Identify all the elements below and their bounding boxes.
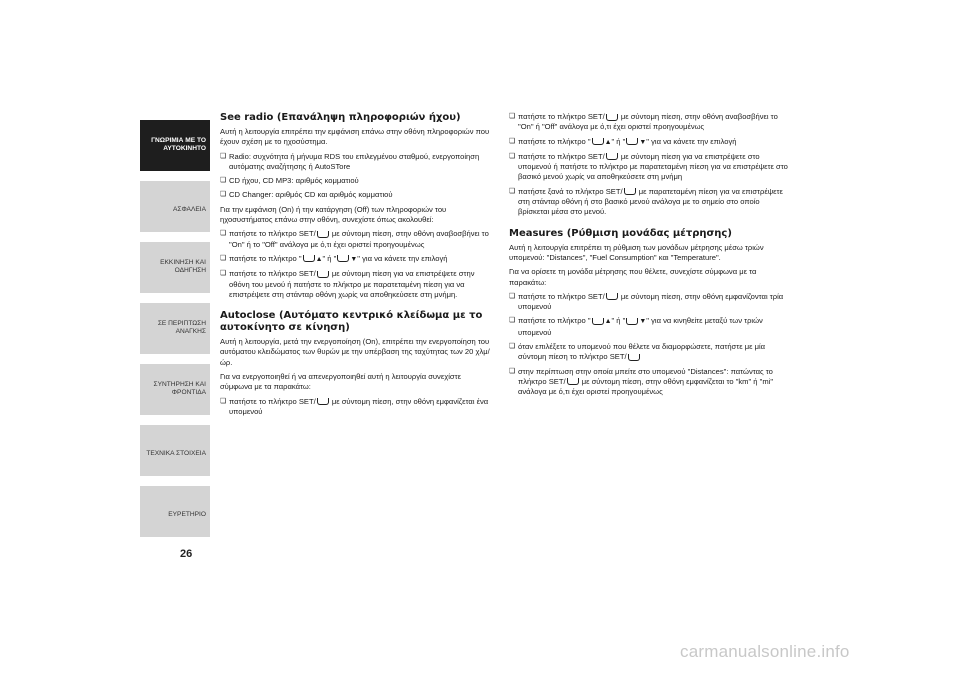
bullet-item: ❏ πατήστε το πλήκτρο " ▲" ή " ▼" για να κάνετε την επιλογή	[509, 137, 791, 148]
tab-label: ΑΣΦΑΛΕΙΑ	[173, 206, 206, 213]
bullet-item: ❏ πατήστε το πλήκτρο SET/ με σύντομη πίεση, στην οθόνη αναβοσβήνει το "On" ή το "Off" ανάλογα με ό,τι έχει οριστεί προηγουμένως	[220, 229, 492, 250]
paragraph: Για να ενεργοποιηθεί ή να απενεργοποιηθεί αυτή η λειτουργία συνεχίστε σύμφωνα με τα παρακάτω:	[220, 372, 461, 392]
bullet-item: ❏ πατήστε το πλήκτρο SET/ με σύντομη πίεση, στην οθόνη εμφανίζονται τρία υπομενού	[509, 292, 791, 313]
tab-safety[interactable]	[140, 181, 210, 237]
enter-return-icon	[317, 398, 329, 405]
paragraph: Αυτή η λειτουργία επιτρέπει τη ρύθμιση των μονάδων μέτρησης μέσω τριών υπομενού: "Distances", "Fuel Consumption" και "Temperature".	[509, 242, 764, 262]
tab-label: ΓΝΩΡΙΜΙΑ ΜΕ ΤΟ ΑΥΤΟΚΙΝΗΤΟ	[151, 137, 206, 152]
bullet-item: ❏ CD ήχου, CD MP3: αριθμός κομματιού	[220, 176, 492, 186]
enter-return-icon	[337, 255, 349, 262]
right-column	[509, 112, 791, 402]
bullet-item: ❏ στην περίπτωση στην οποία μπείτε στο υπομενού "Distances": πατώντας το πλήκτρο SET/ με σύντομη πίεση, στην οθόνη εμφανίζεται το "km" ή "mi" ανάλογα με ό,τι έχει οριστεί προηγουμένως	[509, 367, 791, 398]
enter-return-icon	[317, 271, 329, 278]
watermark: carmanualsonline.info	[680, 642, 850, 661]
bullet-item: ❏ πατήστε το πλήκτρο SET/ με σύντομη πίεση για να επιστρέψετε στο υπομενού ή πατήστε το πλήκτρο με παρατεταμένη πίεση για να επιστρέψετε στο βασικό μενού χωρίς να αποθηκεύσετε στη μνήμη	[509, 152, 791, 183]
bullet-item: ❏ πατήστε ξανά το πλήκτρο SET/ με παρατεταμένη πίεση για να επιστρέψετε στη στάνταρ οθόνη ή στο βασικό μενού ανάλογα με το σημείο στο οποίο βρίσκεται μέσα στο μενού.	[509, 187, 791, 218]
tab-label: ΤΕΧΝΙΚΑ ΣΤΟΙΧΕΙΑ	[146, 450, 206, 457]
tab-maintenance[interactable]	[140, 364, 210, 420]
down-arrow-icon: ▼	[639, 138, 647, 146]
section-heading-see-radio: See radio (Επανάληψη πληροφοριών ήχου)	[220, 112, 461, 123]
tab-starting-driving[interactable]	[140, 242, 210, 298]
left-column	[220, 112, 492, 421]
enter-return-icon	[606, 114, 618, 121]
down-arrow-icon: ▼	[639, 318, 647, 326]
section-heading-autoclose: Autoclose (Αυτόματο κεντρικό κλείδωμα με το αυτοκίνητο σε κίνηση)	[220, 310, 483, 334]
enter-return-icon	[626, 318, 638, 325]
bullet-item: ❏ πατήστε το πλήκτρο " ▲" ή " ▼" για να κινηθείτε μεταξύ των τριών υπομενού	[509, 316, 791, 338]
enter-return-icon	[592, 318, 604, 325]
chapter-tabs	[140, 120, 210, 542]
tab-emergency[interactable]	[140, 303, 210, 359]
bullet-item: ❏ Radio: συχνότητα ή μήνυμα RDS του επιλεγμένου σταθμού, ενεργοποίηση αυτόματης αναζήτησης ή AutoSTore	[220, 152, 492, 173]
up-arrow-icon: ▲	[604, 318, 612, 326]
bullet-item: ❏ πατήστε το πλήκτρο SET/ με σύντομη πίεση για να επιστρέψετε στην οθόνη του μενού ή πατήστε το πλήκτρο με παρατεταμένη πίεση για να επιστρέψετε στη στάνταρ οθόνη χωρίς να αποθηκεύσετε στη μνήμη.	[220, 269, 492, 300]
enter-return-icon	[303, 255, 315, 262]
tab-label: ΕΥΡΕΤΗΡΙΟ	[168, 511, 206, 518]
up-arrow-icon: ▲	[604, 138, 612, 146]
down-arrow-icon: ▼	[350, 255, 358, 263]
paragraph: Για την εμφάνιση (On) ή την κατάργηση (Off) των πληροφοριών του ηχοσυστήματος επάνω στην οθόνη, συνεχίστε όπως ακολουθεί:	[220, 204, 447, 225]
bullet-item: ❏ CD Changer: αριθμός CD και αριθμός κομματιού	[220, 190, 492, 200]
tab-getting-to-know-car[interactable]	[140, 120, 210, 176]
tab-label: ΕΚΚΙΝΗΣΗ ΚΑΙ ΟΔΗΓΗΣΗ	[160, 259, 206, 274]
tab-index[interactable]	[140, 486, 210, 542]
paragraph: Αυτή η λειτουργία επιτρέπει την εμφάνιση επάνω στην οθόνη πληροφοριών που έχουν σχέση με το ηχοσύστημα.	[220, 127, 490, 147]
enter-return-icon	[628, 354, 640, 361]
tab-technical-data[interactable]	[140, 425, 210, 481]
enter-return-icon	[567, 378, 579, 385]
enter-return-icon	[626, 138, 638, 145]
enter-return-icon	[606, 293, 618, 300]
paragraph: Αυτή η λειτουργία, μετά την ενεργοποίηση (On), επιτρέπει την ενεργοποίηση του αυτόματου κλειδώματος των θυρών με την υπέρβαση της ταχύτητας των 20 χλμ/ώρ.	[220, 337, 490, 367]
enter-return-icon	[606, 153, 618, 160]
page-number: 26	[180, 548, 193, 560]
bullet-item: ❏ όταν επιλέξετε το υπομενού που θέλετε να διαμορφώσετε, πατήστε με μία σύντομη πίεση το πλήκτρο SET/	[509, 342, 791, 363]
bullet-item: ❏ πατήστε το πλήκτρο SET/ με σύντομη πίεση, στην οθόνη εμφανίζεται ένα υπομενού	[220, 397, 492, 418]
tab-label: ΣΥΝΤΗΡΗΣΗ ΚΑΙ ΦΡΟΝΤΙΔΑ	[153, 381, 206, 396]
up-arrow-icon: ▲	[315, 255, 323, 263]
section-heading-measures: Measures (Ρύθμιση μονάδας μέτρησης)	[509, 227, 732, 239]
tab-label: ΣΕ ΠΕΡΙΠΤΩΣΗ ΑΝΑΓΚΗΣ	[157, 320, 206, 335]
enter-return-icon	[317, 231, 329, 238]
bullet-item: ❏ πατήστε το πλήκτρο " ▲" ή " ▼" για να κάνετε την επιλογή	[220, 254, 492, 265]
enter-return-icon	[624, 188, 636, 195]
bullet-item: ❏ πατήστε το πλήκτρο SET/ με σύντομη πίεση, στην οθόνη αναβοσβήνει το "On" ή "Off" ανάλογα με ό,τι έχει οριστεί προηγουμένως	[509, 112, 791, 133]
paragraph: Για να ορίσετε τη μονάδα μέτρησης που θέλετε, συνεχίστε σύμφωνα με τα παρακάτω:	[509, 267, 757, 287]
enter-return-icon	[592, 138, 604, 145]
